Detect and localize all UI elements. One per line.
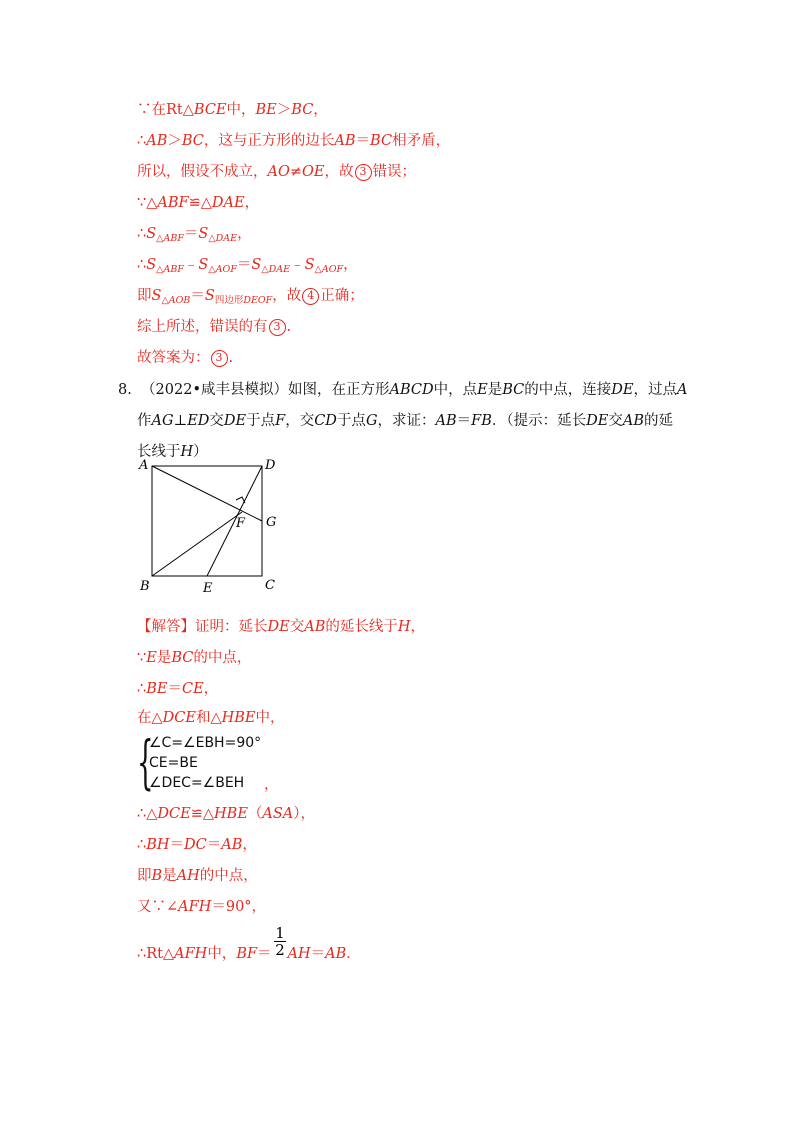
label-g: G xyxy=(266,515,277,530)
equation-system xyxy=(137,728,277,796)
segment-ag xyxy=(152,466,262,521)
solution-line-4: ∵△ABF≌△DAE， xyxy=(137,195,260,211)
label-b: B xyxy=(140,579,150,594)
fraction-denominator: 2 xyxy=(275,941,285,959)
square-abcd xyxy=(152,466,262,576)
answer-tag: 【解答】 xyxy=(137,619,195,635)
problem-8-line-2: 作AG⊥ED交DE于点F，交CD于点G，求证：AB＝FB．（提示：延长DE交AB的延 xyxy=(137,413,673,429)
left-brace: { xyxy=(137,728,154,796)
system-row-2: CE=BE xyxy=(149,755,198,771)
solution-line-5: $\therefore S_{\triangle ABF}=S_{\triangle DAE}$， xyxy=(137,226,252,244)
solution-line-8: 综上所述，错误的有 3 . xyxy=(137,319,292,335)
system-comma: ， xyxy=(264,777,279,793)
label-e: E xyxy=(203,581,213,596)
answer-line-4: 在△DCE和△HBE中， xyxy=(137,710,285,726)
solution-line-3: 所以，假设不成立，AO≠OE，故 3 错误； xyxy=(137,164,416,180)
label-f: F xyxy=(236,516,246,531)
answer-line-2: ∵E是BC的中点， xyxy=(137,650,252,666)
square-figure xyxy=(130,455,290,600)
system-row-1: ∠C=∠EBH=90° xyxy=(149,735,262,751)
fraction-one-half xyxy=(273,925,287,958)
answer-line-9: ∴Rt△AFH中，BF＝ AH＝AB． xyxy=(137,946,361,962)
label-d: D xyxy=(265,458,276,473)
label-a: A xyxy=(139,458,149,473)
system-row-3: ∠DEC=∠BEH xyxy=(149,775,245,791)
solution-line-6: $\therefore S_{\triangle ABF}﹣S_{\triangle AOF}=S_{\triangle DAE}﹣S_{\triangle AOF}$， xyxy=(137,257,358,275)
solution-line-2: ∴AB＞BC，这与正方形的边长AB＝BC相矛盾， xyxy=(137,133,451,149)
answer-line-7: 即B是AH的中点， xyxy=(137,868,258,884)
solution-line-7: 即$S_{\triangle AOB}=S_{四边形DEOF}$，故 4 正确； xyxy=(137,288,364,306)
label-c: C xyxy=(265,578,275,593)
solution-line-9: 故答案为： 3 . xyxy=(137,350,234,366)
solution-line-1: ∵在Rt△BCE中，BE＞BC， xyxy=(137,102,328,118)
segment-ed xyxy=(207,466,262,576)
answer-line-6: ∴BH＝DC＝AB， xyxy=(137,837,257,853)
problem-8-line-1: 8. （2022•咸丰县模拟）如图，在正方形ABCD中，点E是BC的中点，连接DE，过点A xyxy=(118,382,688,398)
answer-line-5: ∴△DCE≌△HBE（ASA）， xyxy=(137,806,316,822)
answer-line-1: 【解答】证明：延长DE交AB的延长线于H， xyxy=(137,619,426,635)
fraction-numerator: 1 xyxy=(275,924,285,942)
problem-8-line-3: 长线于H） xyxy=(137,444,208,460)
answer-line-8: 又∵∠AFH＝90°， xyxy=(137,899,267,915)
segment-bf xyxy=(152,512,242,576)
answer-line-3: ∴BE＝CE， xyxy=(137,681,219,697)
